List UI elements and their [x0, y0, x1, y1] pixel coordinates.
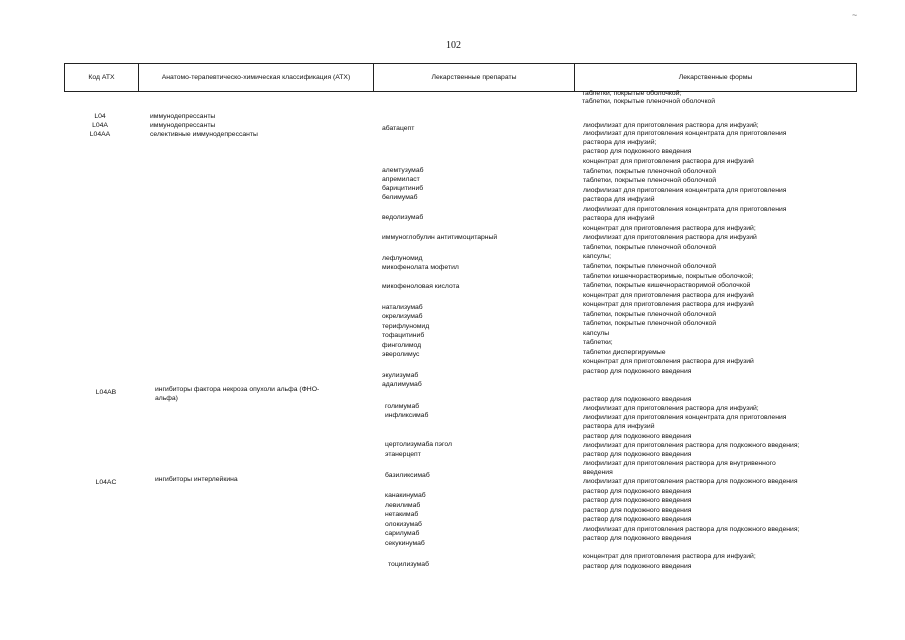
form-line: таблетки, покрытые пленочной оболочкой	[583, 311, 717, 318]
corner-mark: ~	[852, 10, 858, 20]
drug-name: цертолизумаба пэгол	[385, 441, 452, 448]
drug-name: секукинумаб	[385, 540, 425, 547]
form-line: концентрат для приготовления раствора для инфузий;	[583, 225, 756, 232]
class-name: иммунодепрессанты	[150, 113, 216, 120]
drug-name: олокизумаб	[385, 521, 422, 528]
drug-name: нетакимаб	[385, 511, 419, 518]
form-line: лиофилизат для приготовления раствора для инфузий;	[583, 122, 759, 129]
class-name: ингибиторы интерлейкина	[155, 476, 238, 483]
atx-code: L04AA	[89, 131, 111, 138]
drug-name: микофенолата мофетил	[382, 264, 459, 271]
form-line: лиофилизат для приготовления раствора для внутривенного	[583, 460, 776, 467]
drug-name: алемтузумаб	[382, 167, 424, 174]
drug-name: микофеноловая кислота	[382, 283, 460, 290]
form-line: капсулы	[583, 330, 610, 337]
drug-name: базиликсимаб	[385, 472, 430, 479]
header-drugs: Лекарственные препараты	[374, 64, 575, 91]
drug-name: тофацитиниб	[382, 332, 425, 339]
drug-name: ведолизумаб	[382, 214, 424, 221]
drug-name: эверолимус	[382, 351, 420, 358]
drug-name: этанерцепт	[385, 451, 421, 458]
atx-code: L04A	[92, 122, 108, 129]
form-line: таблетки, покрытые пленочной оболочкой	[583, 320, 717, 327]
class-name: иммунодепрессанты	[150, 122, 216, 129]
drug-name: лефлуномид	[382, 255, 423, 262]
form-line: концентрат для приготовления раствора для инфузий	[583, 358, 754, 365]
form-line: лиофилизат для приготовления концентрата для приготовления	[583, 414, 787, 421]
header-classification: Анатомо-терапевтическо-химическая классификация (АТХ)	[139, 64, 374, 91]
form-line: таблетки;	[583, 339, 613, 346]
form-line: раствор для подкожного введения	[583, 148, 692, 155]
form-line: раствор для подкожного введения	[583, 507, 692, 514]
form-line: раствора для инфузий	[583, 423, 655, 430]
class-name: альфа)	[155, 395, 178, 402]
form-line: лиофилизат для приготовления раствора для инфузий	[583, 234, 757, 241]
drug-name: экулизумаб	[382, 372, 419, 379]
form-line: таблетки, покрытые кишечнорастворимой оболочкой	[583, 282, 751, 289]
form-line: раствор для подкожного введения	[583, 451, 692, 458]
form-line: лиофилизат для приготовления раствора для подкожного введения;	[583, 526, 800, 533]
form-line: раствор для подкожного введения	[583, 433, 692, 440]
drug-name: финголимод	[382, 342, 422, 349]
drug-name: иммуноглобулин антитимоцитарный	[382, 234, 498, 241]
form-line: раствор для подкожного введения	[583, 563, 692, 570]
drug-name: сарилумаб	[385, 530, 420, 537]
drug-name: белимумаб	[382, 194, 418, 201]
form-line: концентрат для приготовления раствора для инфузий	[583, 301, 754, 308]
form-line: раствор для подкожного введения	[583, 497, 692, 504]
drug-name: натализумаб	[382, 304, 423, 311]
page-number: 102	[446, 40, 461, 51]
form-line: введения	[583, 469, 613, 476]
form-line: лиофилизат для приготовления раствора для подкожного введения	[583, 478, 798, 485]
form-line: концентрат для приготовления раствора для инфузий	[583, 158, 754, 165]
form-line: лиофилизат для приготовления раствора для подкожного введения;	[583, 442, 800, 449]
drug-name: терифлуномид	[382, 323, 430, 330]
form-line: раствор для подкожного введения	[583, 516, 692, 523]
header-code: Код АТХ	[64, 64, 139, 91]
drug-name: абатацепт	[382, 125, 415, 132]
form-line: раствор для подкожного введения	[583, 535, 692, 542]
form-line: раствор для подкожного введения	[583, 488, 692, 495]
drug-name: барицитиниб	[382, 185, 424, 192]
atx-code: L04AC	[95, 479, 117, 486]
drug-name: адалимумаб	[382, 381, 422, 388]
form-line: капсулы;	[583, 253, 611, 260]
form-line: таблетки, покрытые пленочной оболочкой	[583, 244, 717, 251]
atx-code: L04AB	[95, 389, 117, 396]
form-line: концентрат для приготовления раствора для инфузий;	[583, 553, 756, 560]
form-line: раствора для инфузий	[583, 215, 655, 222]
form-line: таблетки, покрытые пленочной оболочкой	[583, 263, 717, 270]
drug-name: левилимаб	[385, 502, 421, 509]
drug-name: инфликсимаб	[385, 412, 429, 419]
drug-name: апремиласт	[382, 176, 420, 183]
table-header	[64, 63, 857, 92]
form-line: лиофилизат для приготовления раствора для инфузий;	[583, 405, 759, 412]
form-line: таблетки, покрытые пленочной оболочкой	[583, 168, 717, 175]
class-name: ингибиторы фактора некроза опухоли альфа (ФНО-	[155, 386, 320, 393]
class-name: селективные иммунодепрессанты	[150, 131, 258, 138]
drug-name: окрелизумаб	[382, 313, 423, 320]
form-line: лиофилизат для приготовления концентрата для приготовления	[583, 130, 787, 137]
atx-code: L04	[94, 113, 106, 120]
form-line: раствора для инфузий;	[583, 139, 657, 146]
header-forms: Лекарственные формы	[575, 64, 857, 91]
top-form-line: таблетки, покрытые пленочной оболочкой	[582, 98, 716, 105]
form-line: таблетки кишечнорастворимые, покрытые оболочкой;	[583, 273, 754, 280]
form-line: концентрат для приготовления раствора для инфузий	[583, 292, 754, 299]
form-line: таблетки диспергируемые	[583, 349, 666, 356]
form-line: раствор для подкожного введения	[583, 396, 692, 403]
form-line: раствора для инфузий	[583, 196, 655, 203]
form-line: лиофилизат для приготовления концентрата для приготовления	[583, 187, 787, 194]
drug-name: голимумаб	[385, 403, 420, 410]
form-line: лиофилизат для приготовления концентрата для приготовления	[583, 206, 787, 213]
form-line: раствор для подкожного введения	[583, 368, 692, 375]
top-form-line: таблетки, покрытые оболочкой;	[582, 90, 682, 97]
drug-name: тоцилизумаб	[388, 561, 429, 568]
form-line: таблетки, покрытые пленочной оболочкой	[583, 177, 717, 184]
drug-name: канакинумаб	[385, 492, 426, 499]
